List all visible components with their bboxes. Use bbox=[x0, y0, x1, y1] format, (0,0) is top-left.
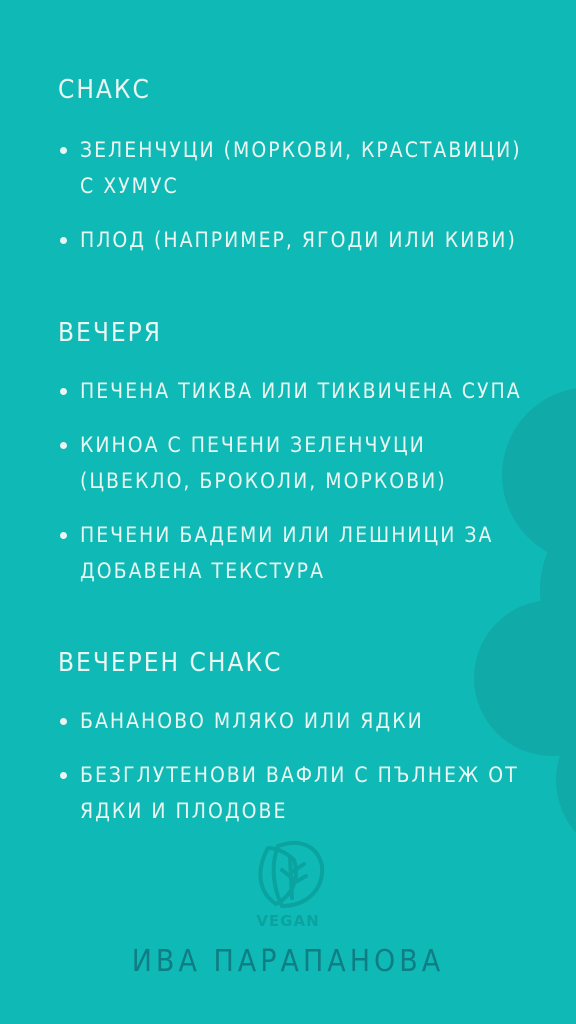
bullet-icon bbox=[60, 388, 67, 395]
item-line: ЗЕЛЕНЧУЦИ (МОРКОВИ, КРАСТАВИЦИ) bbox=[80, 138, 522, 162]
section-title: СНАКС bbox=[58, 75, 151, 105]
author-name: ИВА ПАРАПАНОВА bbox=[131, 944, 445, 979]
section-evening-snack bbox=[58, 643, 558, 829]
bullet-icon bbox=[60, 237, 67, 244]
item-line: БАНАНОВО МЛЯКО ИЛИ ЯДКИ bbox=[80, 709, 424, 733]
item-list bbox=[58, 132, 558, 258]
list-item bbox=[58, 757, 558, 829]
section-title: ВЕЧЕРЕН СНАКС bbox=[58, 648, 283, 678]
list-item bbox=[58, 703, 558, 739]
bullet-icon bbox=[60, 532, 67, 539]
item-list bbox=[58, 703, 558, 829]
item-line: ПЕЧЕНА ТИКВА ИЛИ ТИКВИЧЕНА СУПА bbox=[80, 379, 522, 403]
item-line: КИНОА С ПЕЧЕНИ ЗЕЛЕНЧУЦИ bbox=[80, 433, 426, 457]
item-line: С ХУМУС bbox=[80, 174, 179, 198]
item-line: ПЕЧЕНИ БАДЕМИ ИЛИ ЛЕШНИЦИ ЗА bbox=[80, 523, 494, 547]
section-title: ВЕЧЕРЯ bbox=[58, 318, 162, 348]
list-item bbox=[58, 132, 558, 204]
bullet-icon bbox=[60, 718, 67, 725]
item-line: (ЦВЕКЛО, БРОКОЛИ, МОРКОВИ) bbox=[80, 469, 447, 493]
bullet-icon bbox=[60, 147, 67, 154]
item-list bbox=[58, 373, 558, 589]
section-dinner bbox=[58, 313, 558, 589]
section-snack bbox=[58, 70, 558, 258]
item-line: БЕЗГЛУТЕНОВИ ВАФЛИ С ПЪЛНЕЖ ОТ bbox=[80, 763, 519, 787]
list-item bbox=[58, 517, 558, 589]
item-line: ДОБАВЕНА ТЕКСТУРА bbox=[80, 559, 325, 583]
list-item bbox=[58, 427, 558, 499]
list-item bbox=[58, 373, 558, 409]
bullet-icon bbox=[60, 442, 67, 449]
logo-text: VEGAN bbox=[256, 912, 320, 930]
item-line: ПЛОД (НАПРИМЕР, ЯГОДИ ИЛИ КИВИ) bbox=[80, 228, 517, 252]
list-item bbox=[58, 222, 558, 258]
item-line: ЯДКИ И ПЛОДОВЕ bbox=[80, 799, 288, 823]
bullet-icon bbox=[60, 772, 67, 779]
